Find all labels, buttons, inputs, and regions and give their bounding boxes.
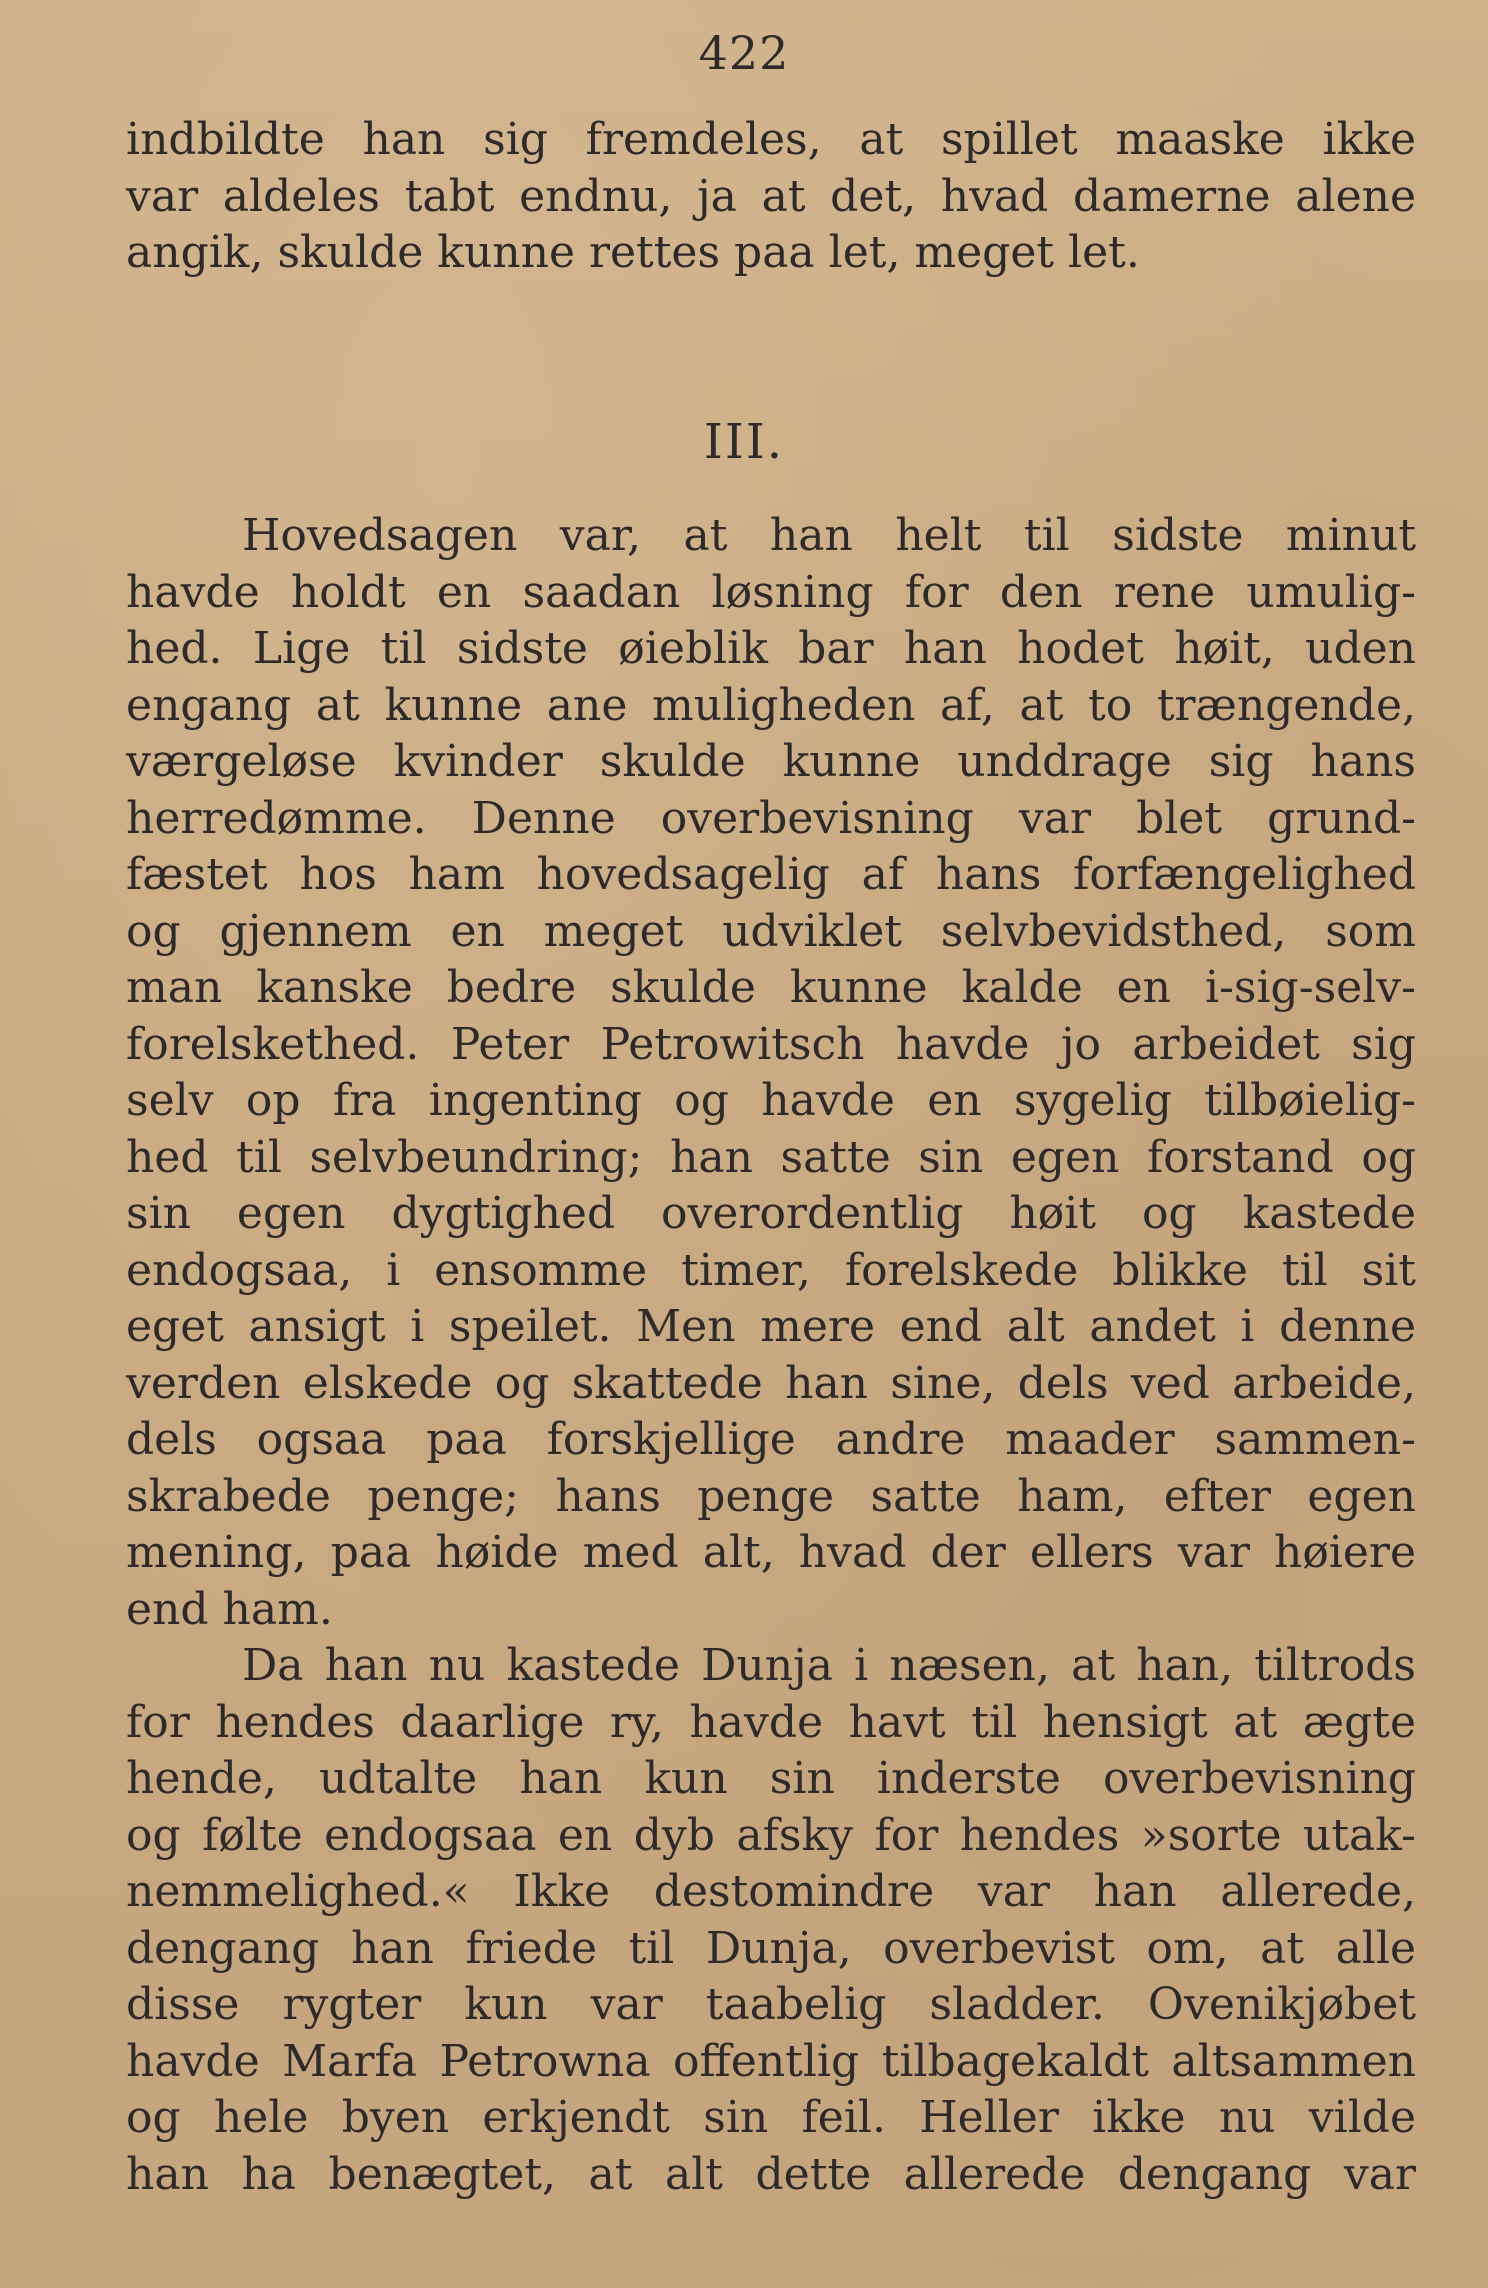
section-heading: III. xyxy=(703,414,785,470)
text-line: dels ogsaa paa forskjellige andre maader sammen- xyxy=(126,1414,1416,1465)
text-line: mening, paa høide med alt, hvad der ellers var høiere xyxy=(126,1527,1416,1578)
text-line: herredømme. Denne overbevisning var blet grund- xyxy=(126,792,1416,844)
text-line: nemmelighed.« Ikke destomindre var han allerede, xyxy=(126,1866,1416,1917)
text-line: endogsaa, i ensomme timer, forelskede blikke til sit xyxy=(126,1244,1416,1296)
text-line: og følte endogsaa en dyb afsky for hendes »sorte utak- xyxy=(126,1809,1416,1861)
main-text xyxy=(126,508,1416,2203)
text-line: angik, skulde kunne rettes paa let, meget let. xyxy=(126,227,1140,278)
text-line: dengang han friede til Dunja, overbevist om, at alle xyxy=(126,1922,1416,1974)
text-line: fæstet hos ham hovedsagelig af hans forfængelighed xyxy=(126,849,1416,900)
text-line: skrabede penge; hans penge satte ham, efter egen xyxy=(126,1470,1416,1522)
text-line: Hovedsagen var, at han helt til sidste minut xyxy=(242,510,1416,561)
text-line: og hele byen erkjendt sin feil. Heller ikke nu vilde xyxy=(126,2092,1416,2143)
text-line: hed til selvbeundring; han satte sin egen forstand og xyxy=(126,1131,1416,1183)
text-line: var aldeles tabt endnu, ja at det, hvad damerne alene xyxy=(126,170,1416,222)
continuation-paragraph xyxy=(126,112,1416,282)
text-line: disse rygter kun var taabelig sladder. Ovenikjøbet xyxy=(126,1979,1416,2030)
text-line: for hendes daarlige ry, havde havt til hensigt at ægte xyxy=(126,1696,1416,1748)
text-line: Da han nu kastede Dunja i næsen, at han, tiltrods xyxy=(242,1640,1416,1691)
text-line: forelskethed. Peter Petrowitsch havde jo arbeidet sig xyxy=(126,1018,1416,1070)
text-line: sin egen dygtighed overordentlig høit og kastede xyxy=(126,1188,1416,1239)
text-line: værgeløse kvinder skulde kunne unddrage sig hans xyxy=(126,736,1416,787)
text-line: man kanske bedre skulde kunne kalde en i-sig-selv- xyxy=(126,962,1416,1013)
page-number: 422 xyxy=(698,26,790,80)
text-line: hende, udtalte han kun sin inderste overbevisning xyxy=(126,1753,1416,1804)
text-line: verden elskede og skattede han sine, dels ved arbeide, xyxy=(126,1357,1416,1409)
text-line: indbildte han sig fremdeles, at spillet maaske ikke xyxy=(126,114,1416,165)
text-line: eget ansigt i speilet. Men mere end alt andet i denne xyxy=(126,1301,1416,1352)
text-line: engang at kunne ane muligheden af, at to trængende, xyxy=(126,679,1416,731)
text-line: end ham. xyxy=(126,1583,333,1635)
text-line: selv op fra ingenting og havde en sygelig tilbøielig- xyxy=(126,1075,1416,1126)
text-line: han ha benægtet, at alt dette allerede dengang var xyxy=(126,2148,1416,2200)
text-line: havde holdt en saadan løsning for den rene umulig- xyxy=(126,566,1416,618)
text-line: havde Marfa Petrowna offentlig tilbagekaldt altsammen xyxy=(126,2035,1416,2087)
text-line: hed. Lige til sidste øieblik bar han hodet høit, uden xyxy=(126,623,1416,674)
text-line: og gjennem en meget udviklet selvbevidsthed, som xyxy=(126,905,1416,957)
